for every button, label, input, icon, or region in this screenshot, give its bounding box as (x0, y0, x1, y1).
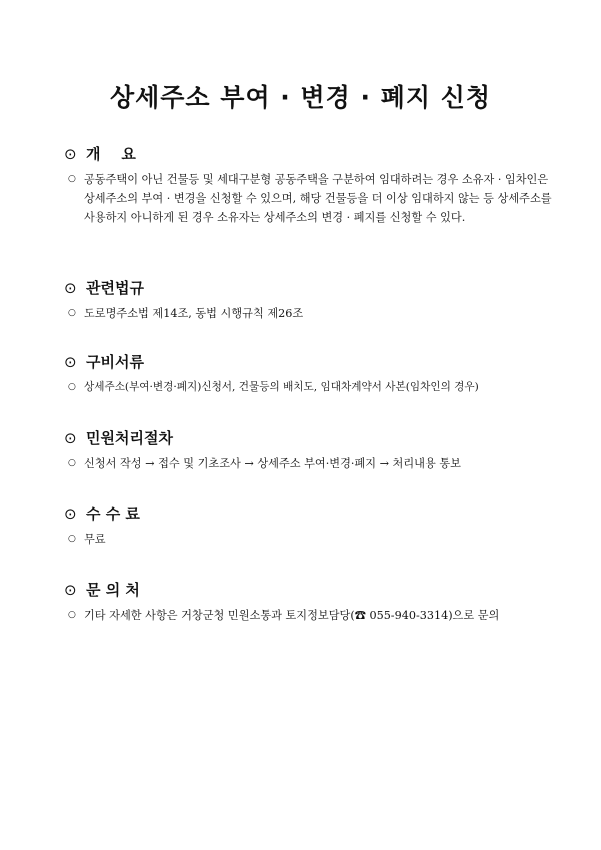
section-text: 도로명주소법 제14조, 동법 시행규칙 제26조 (84, 307, 304, 320)
circle-dot-bullet-icon: ⊙ (64, 145, 77, 163)
section-body (64, 606, 554, 625)
section-header (64, 428, 554, 448)
section-body (64, 170, 554, 227)
section-title: 관련법규 (86, 279, 144, 297)
circle-bullet-icon: ○ (68, 174, 76, 184)
section-header (64, 144, 554, 164)
section-procedure (64, 428, 554, 473)
section-title: 문 의 처 (86, 581, 140, 599)
section-body (64, 454, 554, 473)
section-required-documents (64, 352, 554, 397)
section-contact (64, 580, 554, 625)
circle-bullet-icon: ○ (68, 308, 76, 318)
circle-bullet-icon: ○ (68, 610, 76, 620)
circle-dot-bullet-icon: ⊙ (64, 505, 77, 523)
section-header (64, 352, 554, 372)
section-text: 공동주택이 아닌 건물등 및 세대구분형 공동주택을 구분하여 임대하려는 경우 소유자 · 임차인은 상세주소의 부여 · 변경을 신청할 수 있으며, 해당 건물등을 더 이상 임대하지 않는 등 상세주소를 사용하지 아니하게 된 경우 소유자는 상세주소의 변경 · 폐지를 신청할 수 있다. (84, 173, 552, 224)
circle-dot-bullet-icon: ⊙ (64, 429, 77, 447)
section-header (64, 278, 554, 298)
circle-dot-bullet-icon: ⊙ (64, 353, 77, 371)
section-header (64, 580, 554, 600)
section-title: 개 요 (86, 145, 136, 163)
page-title: 상세주소 부여 · 변경 · 폐지 신청 (109, 83, 492, 112)
section-text: 상세주소(부여·변경·폐지)신청서, 건물등의 배치도, 임대차계약서 사본(임차인의 경우) (84, 381, 479, 393)
section-title: 민원처리절차 (86, 429, 173, 447)
circle-bullet-icon: ○ (68, 458, 76, 468)
section-text: 무료 (84, 533, 106, 546)
section-text: 신청서 작성 → 접수 및 기초조사 → 상세주소 부여·변경·폐지 → 처리내용 통보 (84, 457, 461, 470)
section-fee (64, 504, 554, 549)
section-text: 기타 자세한 사항은 거창군청 민원소통과 토지정보담당(☎ 055-940-3314)으로 문의 (84, 609, 500, 622)
section-body (64, 304, 554, 323)
section-header (64, 504, 554, 524)
circle-bullet-icon: ○ (68, 382, 76, 392)
section-overview (64, 144, 554, 227)
circle-bullet-icon: ○ (68, 534, 76, 544)
section-title: 구비서류 (86, 353, 144, 371)
circle-dot-bullet-icon: ⊙ (64, 279, 77, 297)
section-title: 수 수 료 (86, 505, 140, 523)
section-legal-basis (64, 278, 554, 323)
section-body (64, 530, 554, 549)
circle-dot-bullet-icon: ⊙ (64, 581, 77, 599)
section-body (64, 378, 554, 397)
